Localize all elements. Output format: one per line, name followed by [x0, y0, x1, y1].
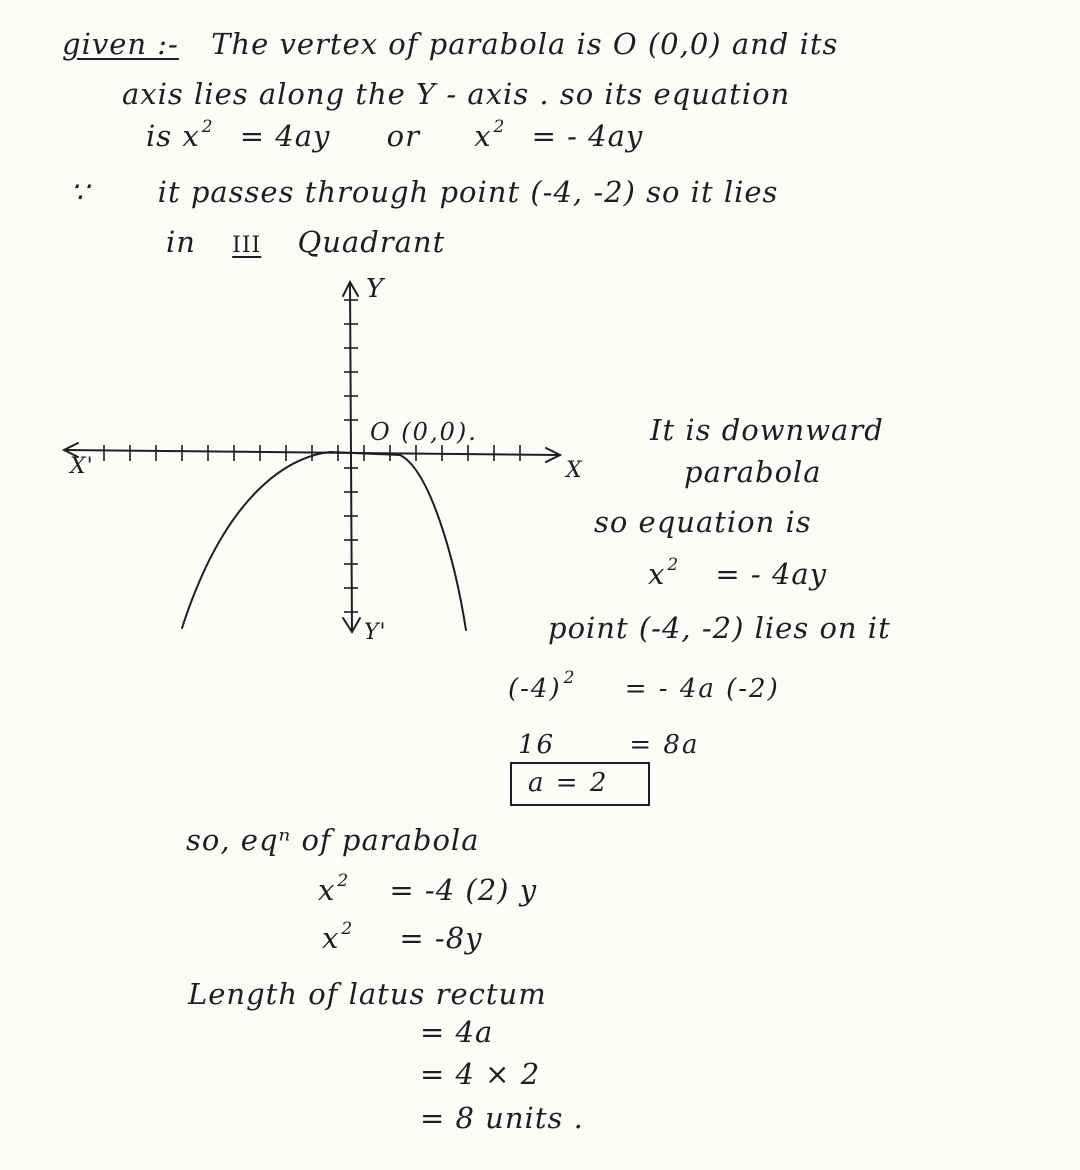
intro-line-2: axis lies along the Y - axis . so its equation	[122, 77, 791, 111]
conclusion-eq-2: x $^2$ = -8y	[322, 919, 483, 955]
note-substitution: (-4) $^2$ = - 4a (-2)	[508, 668, 780, 704]
note-equation: x $^2$ = - 4ay	[648, 555, 828, 591]
boxed-result: a = 2	[510, 762, 650, 806]
conclusion-line-1: so, eqⁿ of parabola	[186, 823, 480, 857]
parabola-curve	[182, 452, 466, 630]
x-prime-label: X'	[70, 454, 94, 479]
y-prime-label: Y'	[364, 620, 387, 645]
roman-three: III	[232, 233, 262, 258]
intro-line-5: in III Quadrant	[166, 225, 446, 259]
latus-rectum-result: = 8 units .	[420, 1101, 584, 1135]
intro-line-1-text: The vertex of parabola is O (0,0) and its	[211, 27, 839, 61]
note-step: 16 = 8a	[518, 730, 700, 760]
note-point-line: point (-4, -2) lies on it	[548, 611, 891, 645]
latus-rectum-step-2: = 4 × 2	[420, 1057, 541, 1091]
y-axis-label: Y	[366, 274, 385, 304]
conclusion-eq-1: x $^2$ = -4 (2) y	[318, 871, 538, 907]
note-line-1: It is downward	[650, 413, 884, 447]
given-label: given :-	[62, 27, 179, 61]
note-line-2: parabola	[684, 455, 822, 489]
note-line-3: so equation is	[594, 505, 812, 539]
latus-rectum-label: Length of latus rectum	[188, 977, 547, 1011]
y-axis	[350, 282, 352, 632]
x-axis-label: X	[566, 458, 583, 483]
note-result-box	[510, 770, 650, 796]
origin-label: O (0,0).	[370, 418, 478, 446]
intro-line-3: is x $^2$ = 4ay or x $^2$ = - 4ay	[146, 117, 644, 153]
latus-rectum-step-1: = 4a	[420, 1015, 494, 1049]
because-symbol: ∵	[70, 175, 90, 209]
intro-line-4: ∵ it passes through point (-4, -2) so it lies	[70, 175, 779, 209]
